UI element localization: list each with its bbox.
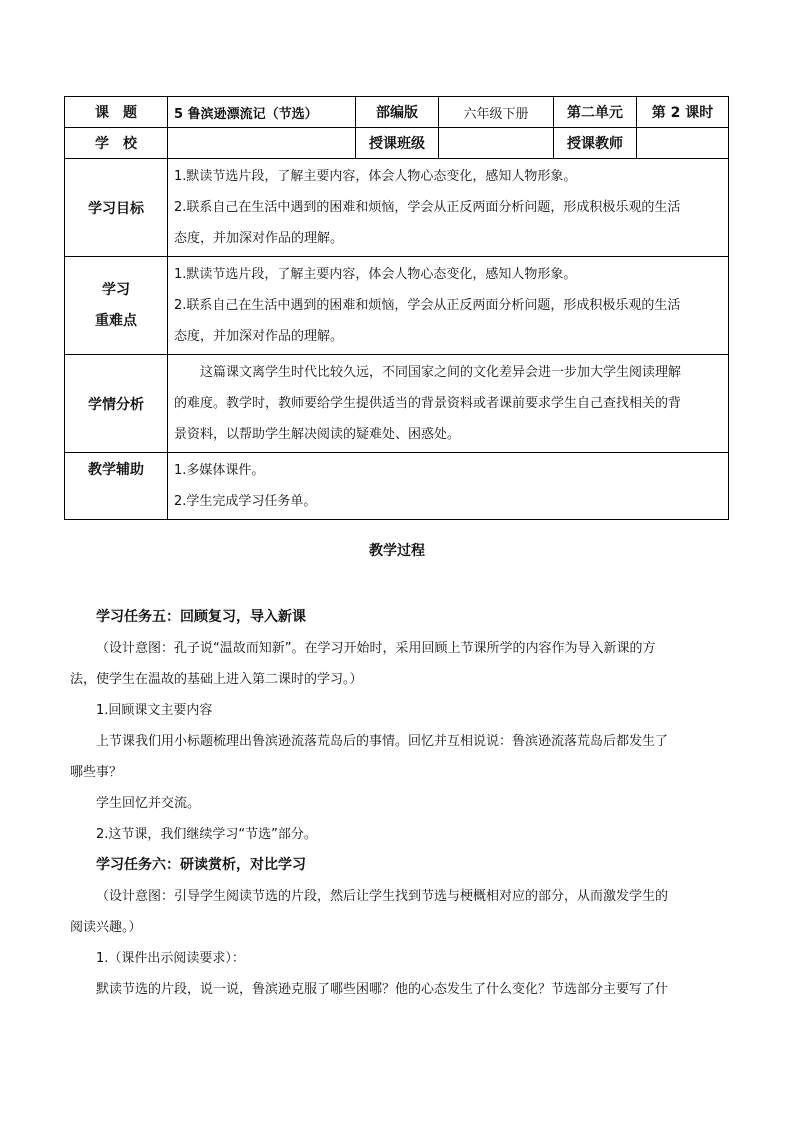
grade-cell: 六年级下册 [439,97,554,128]
key-points-content [168,257,729,355]
table-row [65,128,729,159]
table-row [65,453,729,520]
analysis-line: 的难度。教学时，教师要给学生提供适当的背景资料或者课前要求学生自己查找相关的背 [174,396,682,411]
lesson-info-table [64,96,729,520]
lesson-label: 课 题 [65,97,168,128]
paragraph: （设计意图：引导学生阅读节选的片段，然后让学生找到节选与梗概相对应的部分，从而激发学生的 [96,889,669,904]
key-points-label-line1: 学习 [102,281,130,298]
paragraph: 2.这节课，我们继续学习“节选”部分。 [96,827,317,842]
key-points-label [65,257,168,355]
teacher-label: 授课教师 [554,128,637,159]
paragraph: 1.（课件出示阅读要求）： [96,951,245,966]
school-label: 学 校 [65,128,168,159]
paragraph: 1.回顾课文主要内容 [96,703,213,718]
paragraph: 上节课我们用小标题梳理出鲁滨逊流落荒岛后的事情。回忆并互相说说：鲁滨逊流落荒岛后都发生了 [96,734,669,749]
school-value [168,128,356,159]
class-label: 授课班级 [356,128,439,159]
goals-line: 1.默读节选片段，了解主要内容，体会人物心态变化，感知人物形象。 [174,169,577,184]
unit-cell: 第二单元 [554,97,637,128]
paragraph: 阅读兴趣。） [70,920,142,935]
goals-content [168,159,729,257]
edition-cell: 部编版 [356,97,439,128]
task-heading: 学习任务五：回顾复习，导入新课 [96,609,306,625]
aids-line: 1.多媒体课件。 [174,463,265,478]
key-points-line: 2.联系自己在生活中遇到的困难和烦恼，学会从正反两面分析问题，形成积极乐观的生活 [174,298,681,313]
table-row [65,97,729,128]
class-value [439,128,554,159]
key-points-line: 1.默读节选片段，了解主要内容，体会人物心态变化，感知人物形象。 [174,267,577,282]
key-points-label-line2: 重难点 [95,312,137,329]
paragraph: 默读节选的片段，说一说，鲁滨逊克服了哪些困哪？他的心态发生了什么变化？节选部分主要写了什 [96,982,669,997]
aids-content [168,453,729,520]
period-cell: 第 2 课时 [637,97,729,128]
process-body [70,602,730,1005]
table-row [65,355,729,453]
task-heading: 学习任务六：研读赏析，对比学习 [96,857,306,873]
table-row [65,257,729,355]
paragraph: （设计意图：孔子说“温故而知新”。在学习开始时，采用回顾上节课所学的内容作为导入新课的方 [96,641,656,656]
analysis-content [168,355,729,453]
key-points-line: 态度，并加深对作品的理解。 [174,329,344,344]
lesson-title: 5 鲁滨逊漂流记（节选） [168,97,356,128]
paragraph: 法，使学生在温故的基础上进入第二课时的学习。） [70,672,363,687]
table-row [65,159,729,257]
goals-line: 态度，并加深对作品的理解。 [174,231,344,246]
analysis-label: 学情分析 [65,355,168,453]
paragraph: 哪些事？ [70,765,123,780]
process-title: 教学过程 [369,543,425,559]
teacher-value [637,128,729,159]
paragraph: 学生回忆并交流。 [96,796,201,811]
aids-label: 教学辅助 [65,453,168,520]
analysis-line: 这篇课文离学生时代比较久远，不同国家之间的文化差异会进一步加大学生阅读理解 [200,365,682,380]
analysis-line: 景资料，以帮助学生解决阅读的疑难处、困惑处。 [174,427,461,442]
goals-label: 学习目标 [65,159,168,257]
aids-line: 2.学生完成学习任务单。 [174,494,317,509]
goals-line: 2.联系自己在生活中遇到的困难和烦恼，学会从正反两面分析问题，形成积极乐观的生活 [174,200,681,215]
